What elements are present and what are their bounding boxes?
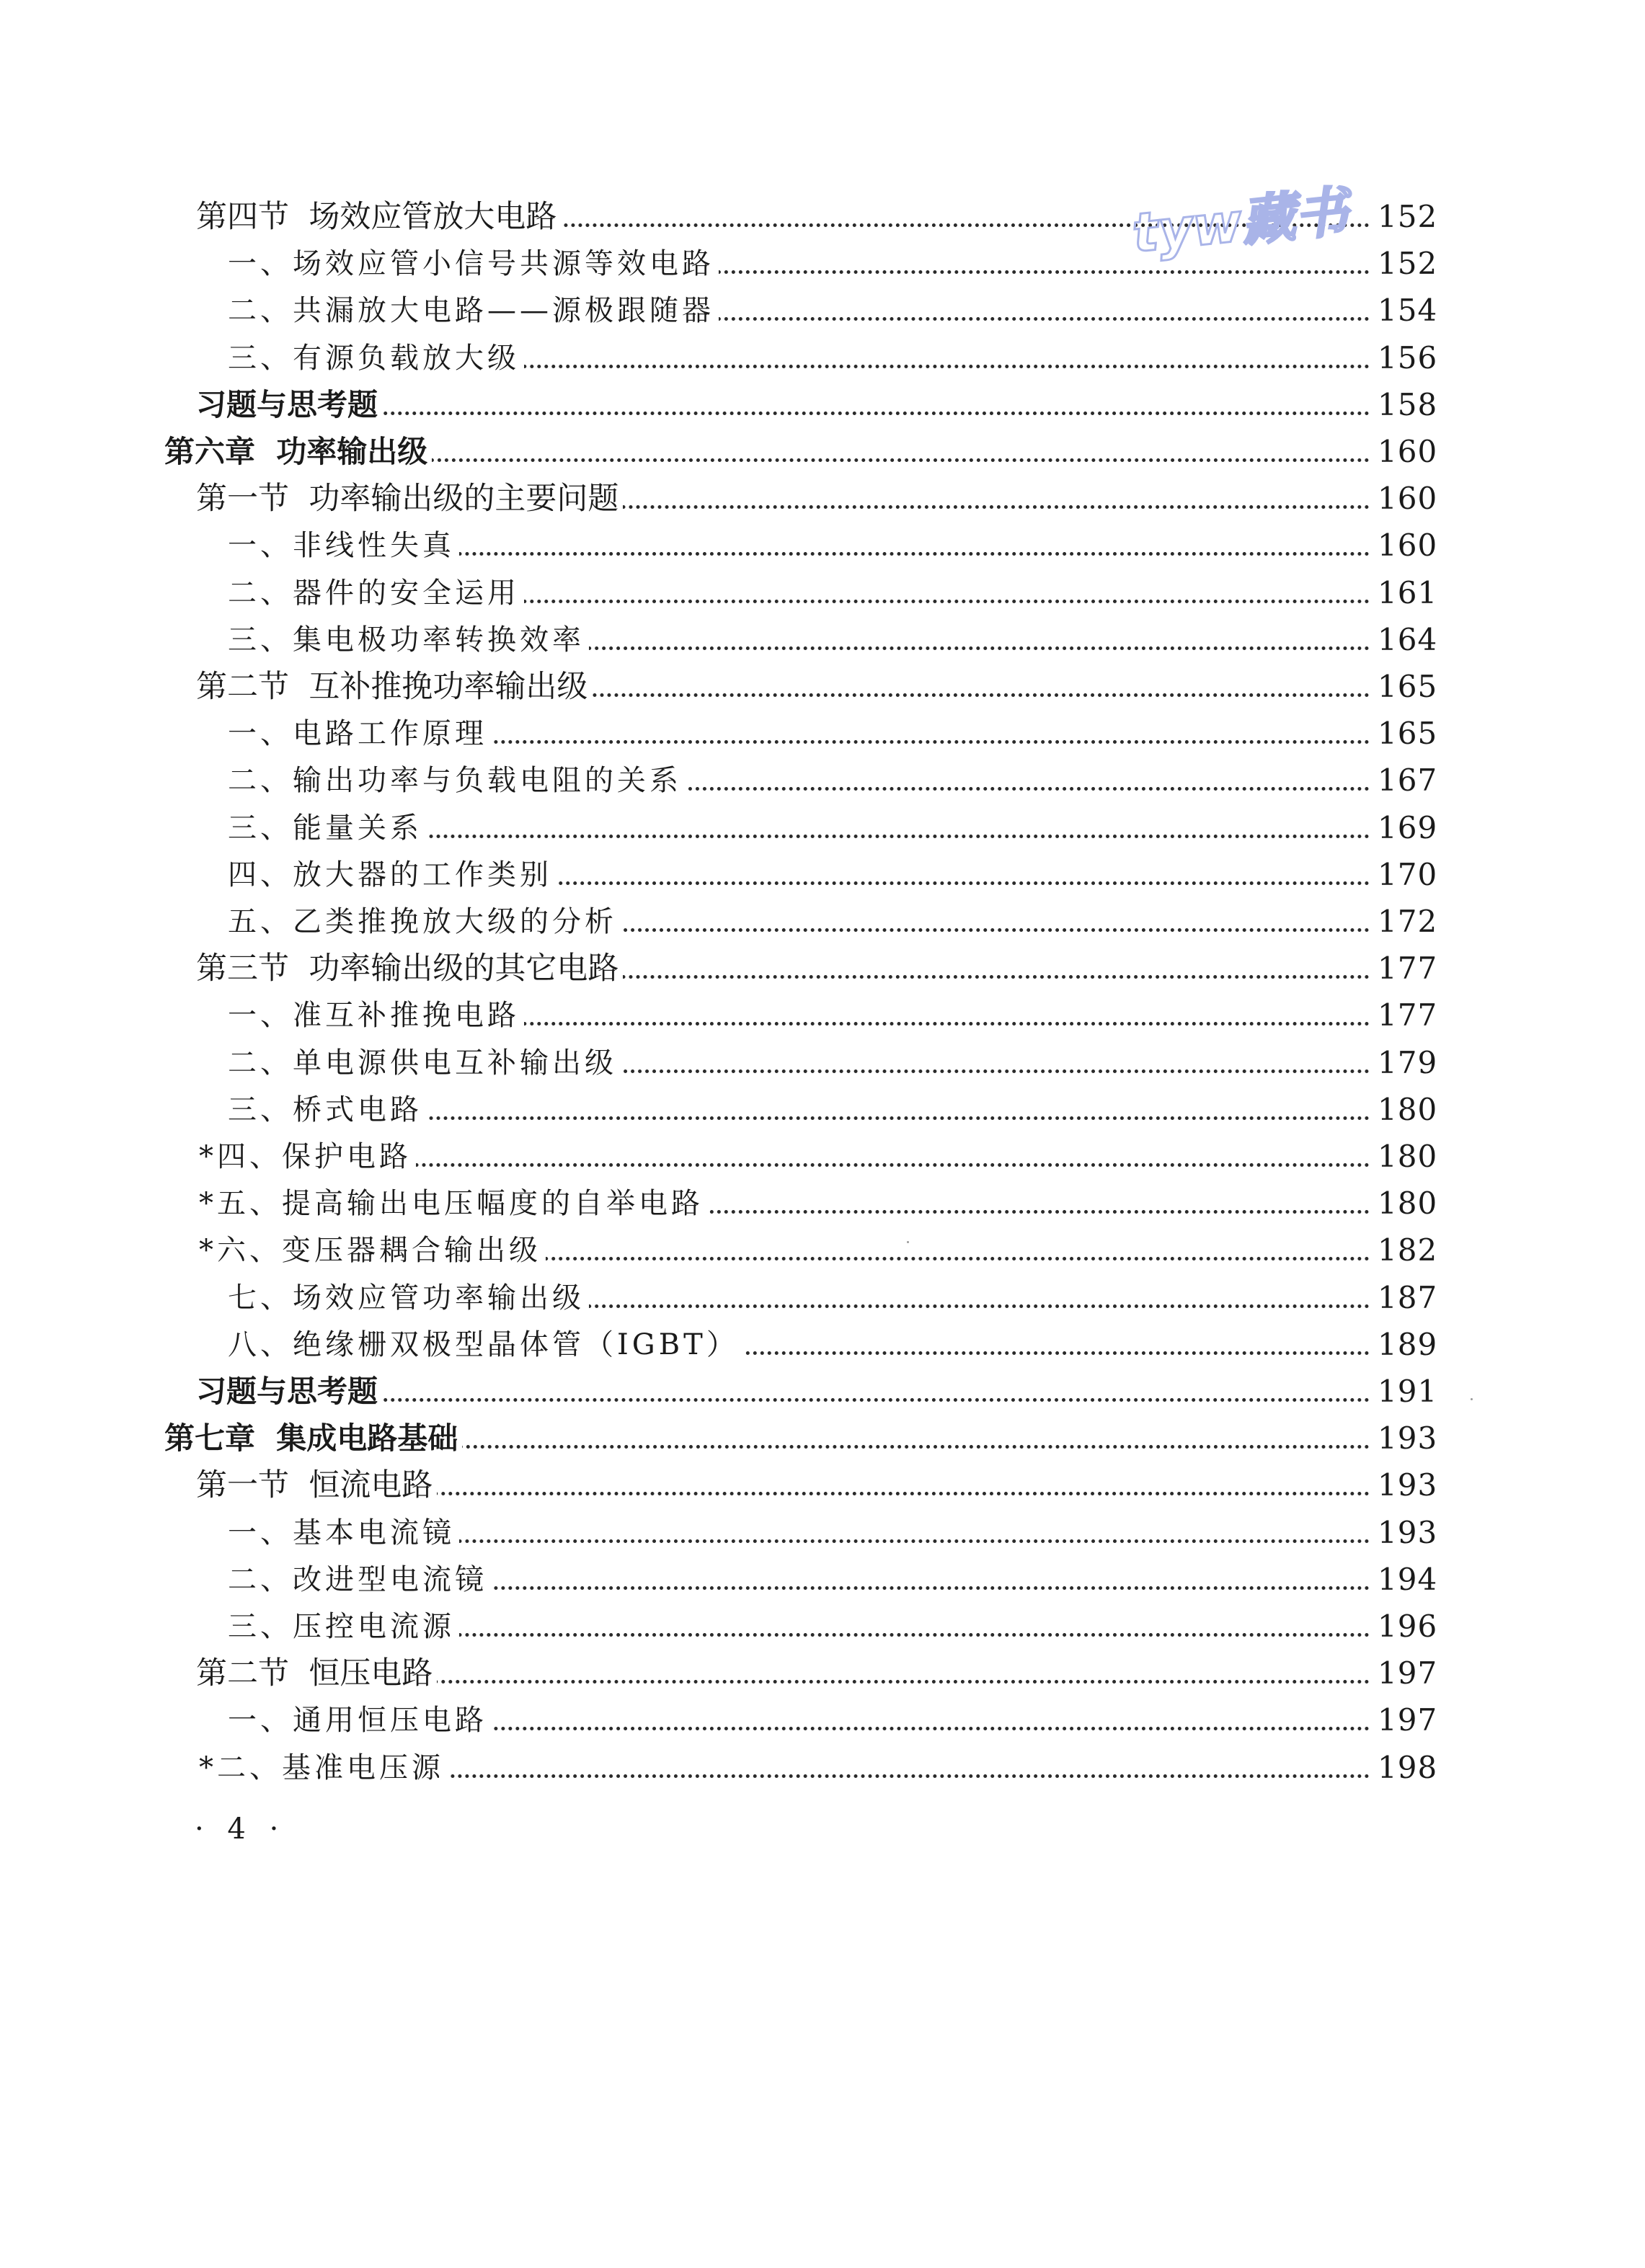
scan-speck <box>1471 1398 1473 1400</box>
toc-entry-title: 第一节 恒流电路 <box>196 1462 437 1509</box>
toc-entry-title: *六、变压器耦合输出级 <box>199 1227 546 1274</box>
toc-entry <box>0 1227 1645 1274</box>
toc-entry-title: 二、单电源供电互补输出级 <box>228 1039 621 1087</box>
toc-entry <box>0 1368 1645 1415</box>
toc-entry-title: *五、提高输出电压幅度的自举电路 <box>199 1180 708 1227</box>
toc-entry-title: 第六章 功率输出级 <box>164 428 432 476</box>
toc-entry <box>0 804 1645 852</box>
toc-entry-page-number: 160 <box>1373 522 1437 569</box>
toc-entry-page-number: 180 <box>1373 1133 1437 1180</box>
toc-entry-page-number: 165 <box>1373 710 1437 757</box>
toc-entry-page-number: 193 <box>1373 1509 1437 1557</box>
toc-entry-page-number: 187 <box>1373 1274 1437 1322</box>
toc-entry-title: 第七章 集成电路基础 <box>164 1415 462 1462</box>
toc-entry-page-number: 197 <box>1373 1696 1437 1744</box>
toc-entry-page-number: 177 <box>1373 945 1437 992</box>
toc-entry-title: 四、放大器的工作类别 <box>228 851 557 899</box>
toc-entry-title: 习题与思考题 <box>196 1368 382 1415</box>
toc-entry <box>0 1180 1645 1227</box>
toc-entry-title: 八、绝缘栅双极型晶体管（IGBT） <box>228 1321 743 1369</box>
toc-entry-page-number: 154 <box>1373 287 1437 334</box>
toc-entry-title: 二、输出功率与负载电阻的关系 <box>228 757 686 804</box>
toc-entry <box>0 898 1645 946</box>
toc-entry-title: 三、能量关系 <box>228 804 427 852</box>
toc-entry-page-number: 160 <box>1373 475 1437 522</box>
toc-entry-page-number: 161 <box>1373 569 1437 617</box>
toc-entry <box>0 334 1645 382</box>
toc-entry-page-number: 169 <box>1373 804 1437 852</box>
toc-entry-page-number: 180 <box>1373 1180 1437 1227</box>
toc-entry <box>0 1321 1645 1369</box>
toc-entry-page-number: 156 <box>1373 334 1437 382</box>
toc-entry <box>0 193 1645 241</box>
toc-entry <box>0 428 1645 476</box>
toc-entry <box>0 1603 1645 1650</box>
toc-entry-page-number: 160 <box>1373 428 1437 476</box>
toc-entry-title: *四、保护电路 <box>199 1133 416 1180</box>
toc-entry <box>0 1039 1645 1087</box>
toc-entry <box>0 1086 1645 1134</box>
toc-entry-title: 习题与思考题 <box>196 381 382 429</box>
toc-entry-title: 三、集电极功率转换效率 <box>228 616 589 664</box>
toc-entry <box>0 663 1645 711</box>
toc-entry-title: 五、乙类推挽放大级的分析 <box>228 898 621 946</box>
toc-entry-page-number: 158 <box>1373 381 1437 429</box>
toc-entry <box>0 1133 1645 1180</box>
toc-entry <box>0 851 1645 899</box>
toc-entry-page-number: 197 <box>1373 1650 1437 1697</box>
toc-entry <box>0 757 1645 804</box>
toc-entry-title: 一、基本电流镜 <box>228 1509 459 1557</box>
toc-entry-title: 二、共漏放大电路——源极跟随器 <box>228 287 719 334</box>
toc-entry-page-number: 167 <box>1373 757 1437 804</box>
toc-entry-title: *二、基准电压源 <box>199 1744 448 1792</box>
toc-entry <box>0 522 1645 569</box>
toc-entry-page-number: 177 <box>1373 992 1437 1039</box>
toc-entry-page-number: 194 <box>1373 1556 1437 1604</box>
toc-entry-title: 一、准互补推挽电路 <box>228 992 524 1039</box>
toc-entry <box>0 1556 1645 1604</box>
toc-entry <box>0 475 1645 522</box>
toc-entry-page-number: 191 <box>1373 1368 1437 1415</box>
toc-entry-page-number: 152 <box>1373 193 1437 241</box>
toc-entry <box>0 710 1645 757</box>
toc-entry-page-number: 189 <box>1373 1321 1437 1369</box>
toc-entry-title: 一、场效应管小信号共源等效电路 <box>228 240 719 288</box>
toc-entry-page-number: 182 <box>1373 1227 1437 1274</box>
toc-entry-page-number: 179 <box>1373 1039 1437 1087</box>
toc-entry-title: 二、器件的安全运用 <box>228 569 524 617</box>
toc-entry-title: 七、场效应管功率输出级 <box>228 1274 589 1322</box>
toc-entry-page-number: 196 <box>1373 1603 1437 1650</box>
toc-entry-page-number: 198 <box>1373 1744 1437 1792</box>
library-watermark: tyw藏书 <box>1129 180 1352 265</box>
toc-entry <box>0 1509 1645 1557</box>
toc-entry-title: 第三节 功率输出级的其它电路 <box>196 945 623 992</box>
toc-entry-title: 三、有源负载放大级 <box>228 334 524 382</box>
toc-entry <box>0 287 1645 334</box>
toc-entry <box>0 1650 1645 1697</box>
toc-entry-page-number: 180 <box>1373 1086 1437 1134</box>
toc-entry-page-number: 164 <box>1373 616 1437 664</box>
toc-entry-page-number: 172 <box>1373 898 1437 946</box>
toc-entry-title: 一、非线性失真 <box>228 522 459 569</box>
toc-entry <box>0 1415 1645 1462</box>
toc-entry-page-number: 152 <box>1373 240 1437 288</box>
toc-entry <box>0 1462 1645 1509</box>
toc-entry-page-number: 165 <box>1373 663 1437 711</box>
toc-entry-title: 三、桥式电路 <box>228 1086 427 1134</box>
toc-entry <box>0 1744 1645 1792</box>
toc-entry-title: 二、改进型电流镜 <box>228 1556 492 1604</box>
toc-entry-page-number: 193 <box>1373 1462 1437 1509</box>
toc-entry-page-number: 170 <box>1373 851 1437 899</box>
toc-entry <box>0 569 1645 617</box>
scan-speck <box>907 1241 909 1243</box>
toc-entry-title: 第二节 恒压电路 <box>196 1650 437 1697</box>
toc-entry-page-number: 193 <box>1373 1415 1437 1462</box>
toc-entry-title: 第四节 场效应管放大电路 <box>196 193 561 241</box>
toc-entry <box>0 616 1645 664</box>
toc-entry-title: 一、通用恒压电路 <box>228 1696 492 1744</box>
toc-entry-title: 三、压控电流源 <box>228 1603 459 1650</box>
toc-entry-title: 一、电路工作原理 <box>228 710 492 757</box>
toc-entry <box>0 992 1645 1039</box>
toc-entry-title: 第二节 互补推挽功率输出级 <box>196 663 592 711</box>
toc-entry <box>0 1274 1645 1322</box>
toc-entry <box>0 1696 1645 1744</box>
toc-entry <box>0 381 1645 429</box>
page-number-footer: · 4 · <box>195 1813 286 1846</box>
toc-entry <box>0 945 1645 992</box>
toc-entry-title: 第一节 功率输出级的主要问题 <box>196 475 623 522</box>
toc-entry <box>0 240 1645 288</box>
